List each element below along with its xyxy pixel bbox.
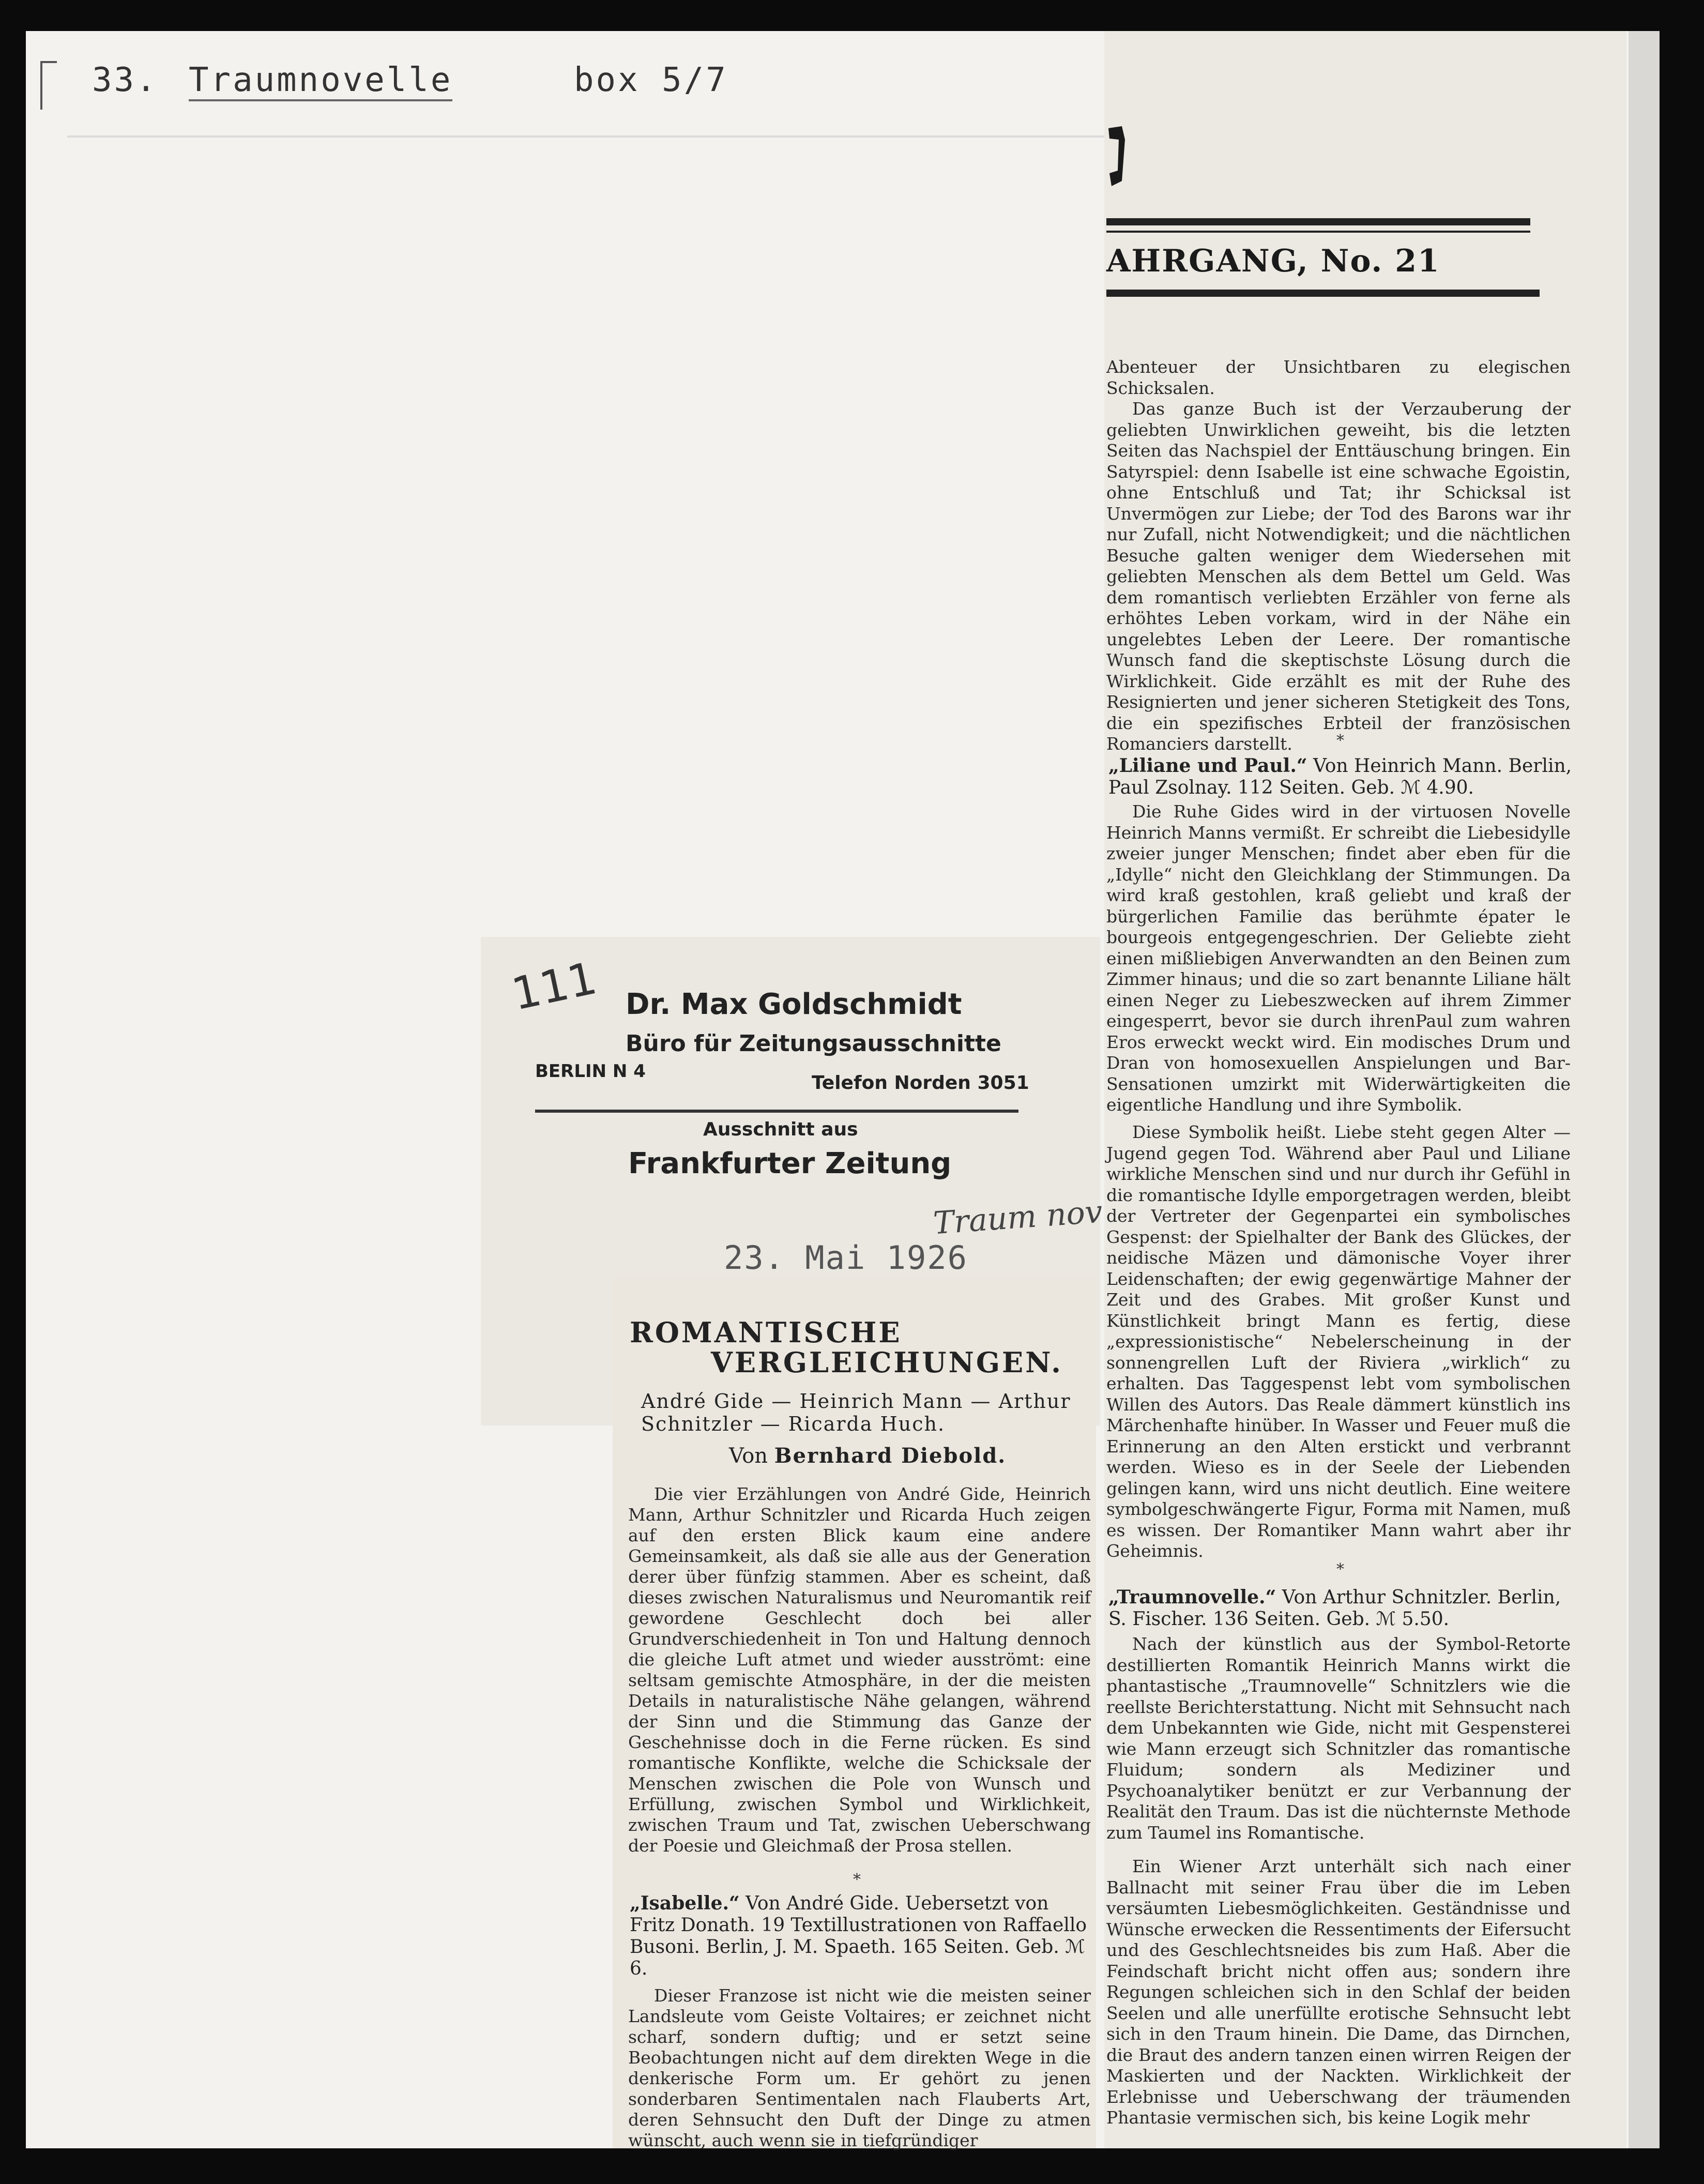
- section-separator: *: [1336, 732, 1344, 750]
- masthead-rule-thick: [1106, 218, 1530, 225]
- byline-prefix: Von: [729, 1444, 774, 1468]
- book-details: Von Arthur Schnitzler. Berlin, S. Fischer. 136 Seiten. Geb. ℳ 5.50.: [1108, 1587, 1561, 1630]
- article-paragraph-1: Die vier Erzählungen von André Gide, Heinrich Mann, Arthur Schnitzler und Ricarda Huch zeigen auf den ersten Blick kaum eine andere Gemeinsamkeit, als daß sie alle aus der Generation derer über fünfzig stammen. Aber es scheint, daß dieses zwischen Naturalismus und Neuromantik reif gewordene Geschlecht doch bei aller Grundverschiedenheit in Ton und Haltung dennoch die gleiche Luft atmet und wieder ausströmt: eine seltsam gemischte Atmosphäre, in der die meisten Details in naturalistische Nähe gelangen, während der Sinn und die Stimmung das Ganze der Geschehnisse doch in die Ferne rücken. Es sind romantische Konflikte, welche die Schicksale der Menschen zwischen die Pole von Wunsch und Erfüllung, zwischen Symbol und Wirklichkeit, zwischen Traum und Tat, zwischen Ueberschwang der Poesie und Gleichmaß der Prosa stellen.: [628, 1484, 1091, 1856]
- bureau-phone: Telefon Norden 3051: [812, 1072, 1029, 1094]
- book-title: „Isabelle.“: [630, 1892, 740, 1914]
- rc-book-heading-traumnovelle: [1108, 1586, 1574, 1630]
- masthead-rule-bottom: [1106, 290, 1540, 297]
- masthead-rule-thin: [1106, 231, 1530, 233]
- article-byline: [729, 1444, 1006, 1468]
- book-details: Von Heinrich Mann. Berlin, Paul Zsolnay. 112 Seiten. Geb. ℳ 4.90.: [1108, 755, 1572, 798]
- article-paragraph-2: Dieser Franzose ist nicht wie die meisten seiner Landsleute vom Geiste Voltaires; er zeichnet nicht scharf, sondern duftig; und er setzt seine Beobachtungen nicht auf dem direkten Wege in die denkerische Form um. Er gehört zu jenen sonderbaren Sentimentalen nach Flauberts Art, deren Sehnsucht den Duft der Dinge zu atmen wünscht, auch wenn sie in tiefgründiger: [628, 1985, 1091, 2150]
- book-title: „Traumnovelle.“: [1108, 1586, 1276, 1608]
- article-title-line-2: VERGLEICHUNGEN.: [711, 1346, 1063, 1379]
- page-edge-shadow: [1629, 31, 1660, 2148]
- article-title-line-1: ROMANTISCHE: [630, 1316, 902, 1349]
- rc-book-heading-liliane: [1108, 755, 1574, 799]
- article-authors: André Gide — Heinrich Mann — Arthur Schnitzler — Ricarda Huch.: [641, 1390, 1071, 1435]
- bureau-owner-name: Dr. Max Goldschmidt: [626, 988, 962, 1021]
- rc-paragraph-1: Abenteuer der Unsichtbaren zu elegischen Schicksalen.: [1106, 357, 1571, 398]
- section-separator: *: [853, 1871, 861, 1889]
- excerpt-label: Ausschnitt aus: [703, 1119, 858, 1140]
- book-title: „Liliane und Paul.“: [1108, 755, 1307, 777]
- folder-box: box 5/7: [574, 61, 728, 99]
- article-book-heading-isabelle: [630, 1892, 1092, 1980]
- rc-paragraph-3: Die Ruhe Gides wird in der virtuosen Novelle Heinrich Manns vermißt. Er schreibt die Liebesidylle zweier junger Menschen; findet aber eben für die „Idylle“ nicht den Gleichklang der Stimmungen. Da wird kraß gestohlen, kraß geliebt und kraß der bürgerlichen Familie das berühmte épater le bourgeois entgegengeschrien. Der Geliebte zieht einen mißliebigen Anverwandten an den Beinen zum Zimmer hinaus; und die so zart benannte Liliane hält einen Neger zu Liebeszwecken auf ihrem Zimmer eingesperrt, bevor sie durch ihrenPaul zum wahren Eros erweckt weckt wird. Ein modisches Drum und Dran von homosexuellen Anspielungen und Bar-Sensationen umzirkt mit Widerwärtigkeiten die eigentliche Handlung und ihre Symbolik.: [1106, 801, 1571, 1115]
- rc-paragraph-2: Das ganze Buch ist der Verzauberung der geliebten Unwirklichen geweiht, bis die letzten Seiten das Nachspiel der Enttäuschung bringen. Ein Satyrspiel: denn Isabelle ist eine schwache Egoistin, ohne Entschluß und Tat; ihr Schicksal ist Unvermögen zur Liebe; der Tod des Barons war ihr nur Zufall, nicht Notwendigkeit; und die nächtlichen Besuche galten weniger dem Wiedersehen mit geliebten Menschen als dem Bettel um Geld. Was dem romantisch verliebten Erzähler von ferne als erhöhtes Leben vorkam, wird in der Nähe ein ungelebtes Leben der Leere. Der romantische Wunsch fand die skeptischste Lösung durch die Wirklichkeit. Gide erzählt es mit der Ruhe des Resignierten und jener sicheren Stetigkeit des Tons, die ein spezifisches Erbteil der französischen Romanciers darstellt.: [1106, 399, 1571, 754]
- rc-paragraph-4: Diese Symbolik heißt. Liebe steht gegen Alter — Jugend gegen Tod. Während aber Paul und Liliane wirkliche Menschen sind und nur durch ihr Gefühl in die romantische Idylle emporgetragen werden, bleibt der Vertreter der Gegenpartei ein symbolisches Gespenst: der Spielhalter der Bank des Glückes, der neidische Mäzen und dämonische Voyer ihrer Leidenschaften; der ewig gegenwärtige Mahner der Zeit und des Grabes. Mit großer Kunst und Künstlichkeit bringt Mann es fertig, diese „expressionistische“ Nebelerscheinung in der sonnengrellen Luft der Riviera „wirklich“ zu erhalten. Das Taggespenst lebt vom symbolischen Willen des Autors. Das Reale dämmert künstlich ins Märchenhafte hinüber. In Wasser und Feuer muß die Erinnerung an den Alten erstickt und verbrannt werden. Wieso es in der Seele der Liebenden gelingen kann, wird uns nicht deutlich. Eine weitere symbolgeschwängerte Figur, Forma mit Namen, muß es wissen. Der Romantiker Mann wahrt aber ihr Geheimnis.: [1106, 1122, 1571, 1561]
- corner-crop-mark: [40, 61, 57, 110]
- newspaper-name: Frankfurter Zeitung: [628, 1147, 952, 1180]
- section-separator: *: [1336, 1560, 1344, 1579]
- masthead-fragment-icon: [1106, 124, 1127, 189]
- book-details: Von André Gide. Uebersetzt von Fritz Donath. 19 Textillustrationen von Raffaello Busoni. Berlin, J. M. Spaeth. 165 Seiten. Geb. ℳ 6.: [630, 1893, 1087, 1979]
- bureau-city: BERLIN N 4: [535, 1061, 646, 1082]
- rc-paragraph-5: Nach der künstlich aus der Symbol-Retorte destillierten Romantik Heinrich Manns wirkt die phantastische „Traumnovelle“ Schnitzlers wie die reellste Berichterstattung. Nicht mit Sehnsucht nach dem Unbekannten wie Gide, nicht mit Gespensterei wie Mann erzeugt sich Schnitzler das romantische Fluidum; sondern als Mediziner und Psychoanalytiker benützt er zur Verbannung der Realität den Traum. Das ist die nüchternste Methode zum Taumel ins Romantische.: [1106, 1634, 1571, 1843]
- folder-title: Traumnovelle: [189, 61, 452, 101]
- date-stamp: 23. Mai 1926: [724, 1239, 968, 1277]
- rc-paragraph-6: Ein Wiener Arzt unterhält sich nach einer Ballnacht mit seiner Frau über die im Leben versäumten Liebesmöglichkeiten. Geständnisse und Wünsche erwecken die Ressentiments der Eifersucht und des Geschlechtsneides bis zum Haß. Aber die Feindschaft bricht nicht offen aus; sondern ihre Regungen schleichen sich in den Schlaf der beiden Seelen und alle unerfüllte erotische Sehnsucht lebt sich in den Traum hinein. Die Dame, das Dirnchen, die Braut des andern tanzen einen wirren Reigen der Maskierten und der Nackten. Wirklichkeit der Erlebnisse und Ueberschwang der träumenden Phantasie vermischen sich, bis keine Logik mehr: [1106, 1856, 1571, 2128]
- masthead-year-line: AHRGANG, No. 21: [1106, 243, 1440, 279]
- byline-author: Bernhard Diebold.: [774, 1444, 1007, 1468]
- handwritten-note: Traum nov: [932, 1193, 1104, 1242]
- slip-rule: [535, 1110, 1018, 1113]
- bureau-description: Büro für Zeitungsausschnitte: [626, 1030, 1001, 1057]
- handwritten-number: 111: [507, 952, 601, 1021]
- folder-number: 33.: [92, 61, 158, 99]
- header-rule: [67, 135, 1122, 138]
